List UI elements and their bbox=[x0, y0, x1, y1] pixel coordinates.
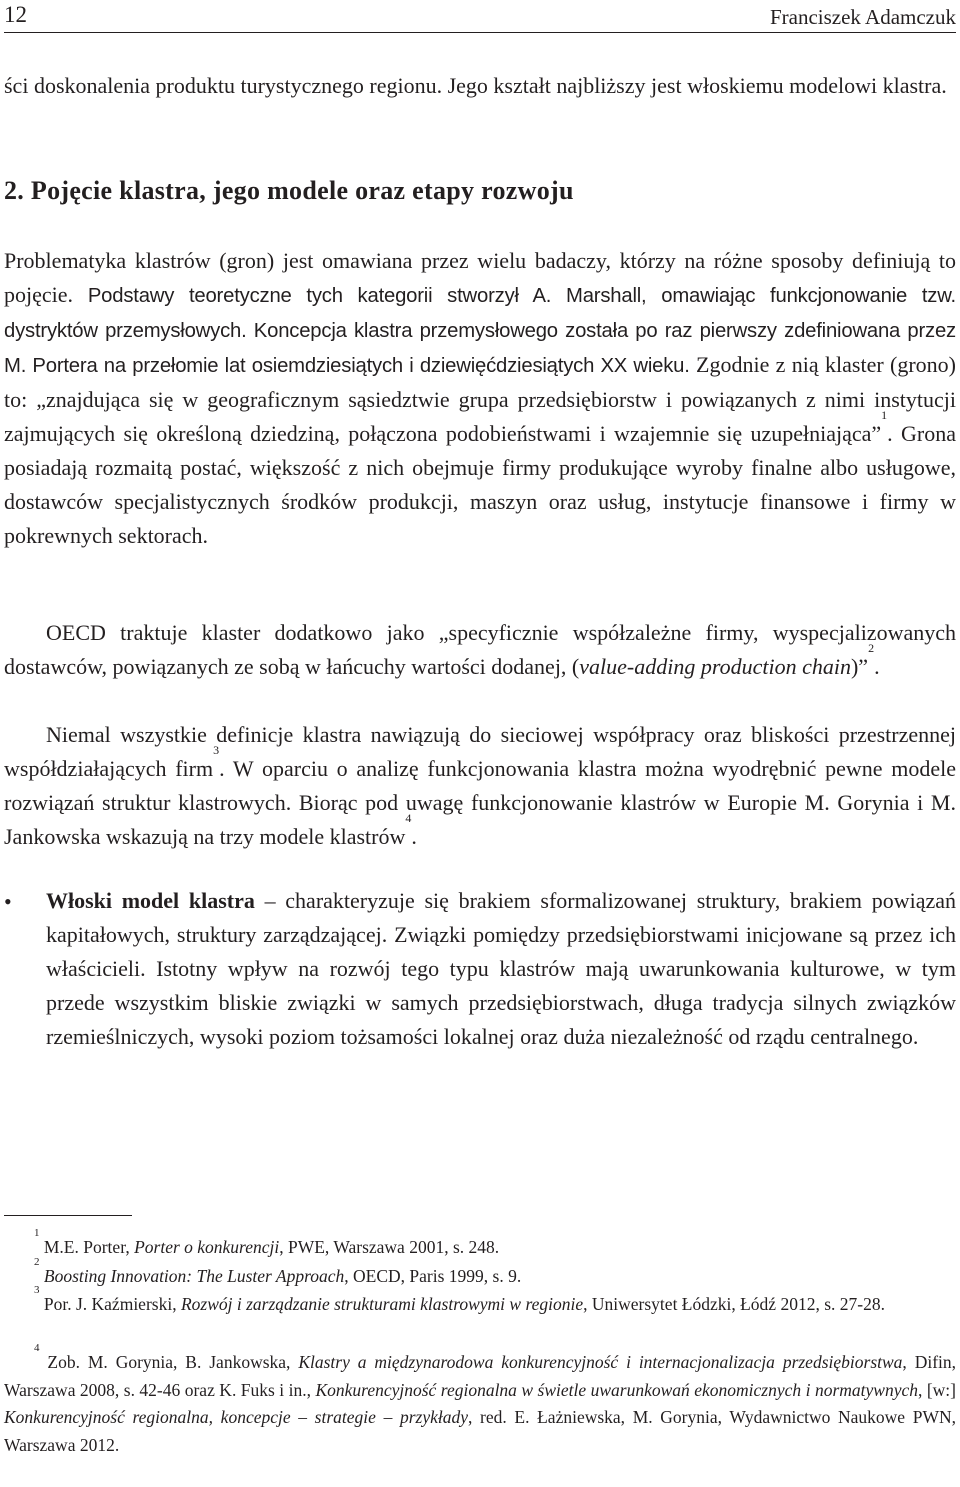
paragraph-models bbox=[4, 718, 956, 854]
footnote-1: $^1$ M.E. Porter, Porter o konkurencji, PWE, Warszawa 2001, s. 248. bbox=[34, 1227, 500, 1257]
footnote-4: $^4$ Zob. M. Gorynia, B. Jankowska, Klastry a międzynarodowa konkurencyjność i internacjonalizacja przedsiębiorstwa, Difin, Warszawa 2008, s. 42-46 oraz K. Fuks i in., Konkurencyjność regionalna w świetle uwarunkowań ekonomicznych i normatywnych, [w:] Konkurencyjność regionalna, koncepcje – strategie – przykłady, red. E. Łażniewska, M. Gorynia, Wydawnictwo Naukowe PWN, Warszawa 2012. bbox=[4, 1342, 957, 1455]
paragraph-text: . bbox=[411, 824, 417, 849]
running-header-author: Franciszek Adamczuk bbox=[769, 5, 956, 29]
paragraph-text: . W oparciu o analizę funkcjonowania klastra można wyodrębnić pewne modele rozwiązań struktur klastrowych. Biorąc pod uwagę funkcjonowanie klastrów w Europie M. Gorynia i M. Jankowska wskazują na trzy modele klastrów bbox=[4, 756, 956, 849]
paragraph-text: )” bbox=[850, 654, 869, 679]
header-rule bbox=[4, 32, 956, 33]
footnote-3: $^3$ Por. J. Kaźmierski, Rozwój i zarządzanie strukturami klastrowymi w regionie, Uniwersytet Łódzki, Łódź 2012, s. 27-28. bbox=[34, 1284, 885, 1314]
paragraph-oecd bbox=[4, 616, 956, 684]
paragraph-text: OECD traktuje klaster dodatkowo jako „specyficznie współzależne firmy, wyspecjalizowanych dostawców, powiązanych ze sobą w łańcuchy wartości dodanej, ( bbox=[4, 620, 956, 679]
footnote-ref-3: 3 bbox=[213, 743, 220, 757]
bullet-text: – charakteryzuje się brakiem sformalizowanej struktury, brakiem powiązań kapitałowych, struktury zarządzającej. Związki pomiędzy przedsiębiorstwami inicjowane są przez ich właścicieli. Istotny wpływ na rozwój tego typu klastrów mają uwarunkowania kulturowe, w tym przede wszystkim bliskie związki w samych przedsiębiorstwach, długa tradycja silnych związków rzemieślniczych, wysoki poziom tożsamości lokalnej oraz duża niezależność od rządu centralnego. bbox=[46, 888, 956, 1049]
italic-term: value-adding production chain bbox=[579, 654, 851, 679]
footnote-ref-1: 1 bbox=[881, 408, 888, 422]
paragraph-text: Zgodnie z nią klaster (grono) to: „znajdująca się w geograficznym sąsiedztwie grupa przedsiębiorstw i powiązanych z nimi instytucji zajmujących się określoną dziedziną, połączona podobieństwami i wzajemnie się uzupełniająca” bbox=[4, 352, 956, 446]
section-heading: 2. Pojęcie klastra, jego modele oraz etapy rozwoju bbox=[4, 176, 574, 205]
bullet-item-italian-model bbox=[46, 884, 956, 1054]
paragraph-text: Problematyka klastrów (gron) jest omawiana przez wielu badaczy, którzy na różne sposoby definiują to pojęcie. bbox=[4, 248, 956, 307]
bullet-term: Włoski model klastra bbox=[46, 888, 255, 913]
bullet-marker: • bbox=[4, 889, 12, 914]
paragraph-text: . bbox=[874, 654, 880, 679]
paragraph-text: Niemal wszystkie definicje klastra nawiązują do sieciowej współpracy oraz bliskości przestrzennej współdziałających firm bbox=[4, 722, 956, 781]
paragraph-text: . Grona posiadają rozmaitą postać, większość z nich obejmuje firmy produkujące wyroby finalne albo usługowe, dostawców specjalistycznych środków produkcji, maszyn oraz usług, instytucje finansowe i firmy w pokrewnych sektorach. bbox=[4, 421, 956, 548]
footnote-rule bbox=[4, 1215, 132, 1216]
footnote-ref-4: 4 bbox=[405, 811, 412, 825]
footnote-2: $^2$ Boosting Innovation: The Luster Approach, OECD, Paris 1999, s. 9. bbox=[34, 1256, 522, 1286]
paragraph-definitions bbox=[4, 244, 956, 553]
running-header bbox=[4, 2, 956, 32]
paragraph-text-condensed: Podstawy teoretyczne tych kategorii stworzył A. Marshall, omawiając funkcjonowanie tzw. dystryktów przemysłowych. Koncepcja klastra przemysłowego została po raz pierwszy zdefiniowana przez M. Portera na przełomie lat osiemdziesiątych i dziewięćdziesiątych XX wieku. bbox=[4, 285, 956, 377]
intro-paragraph: ści doskonalenia produktu turystycznego regionu. Jego kształt najbliższy jest włoskiemu modelowi klastra. bbox=[4, 73, 947, 98]
page-number: 12 bbox=[4, 2, 27, 27]
footnote-ref-2: 2 bbox=[868, 641, 875, 655]
